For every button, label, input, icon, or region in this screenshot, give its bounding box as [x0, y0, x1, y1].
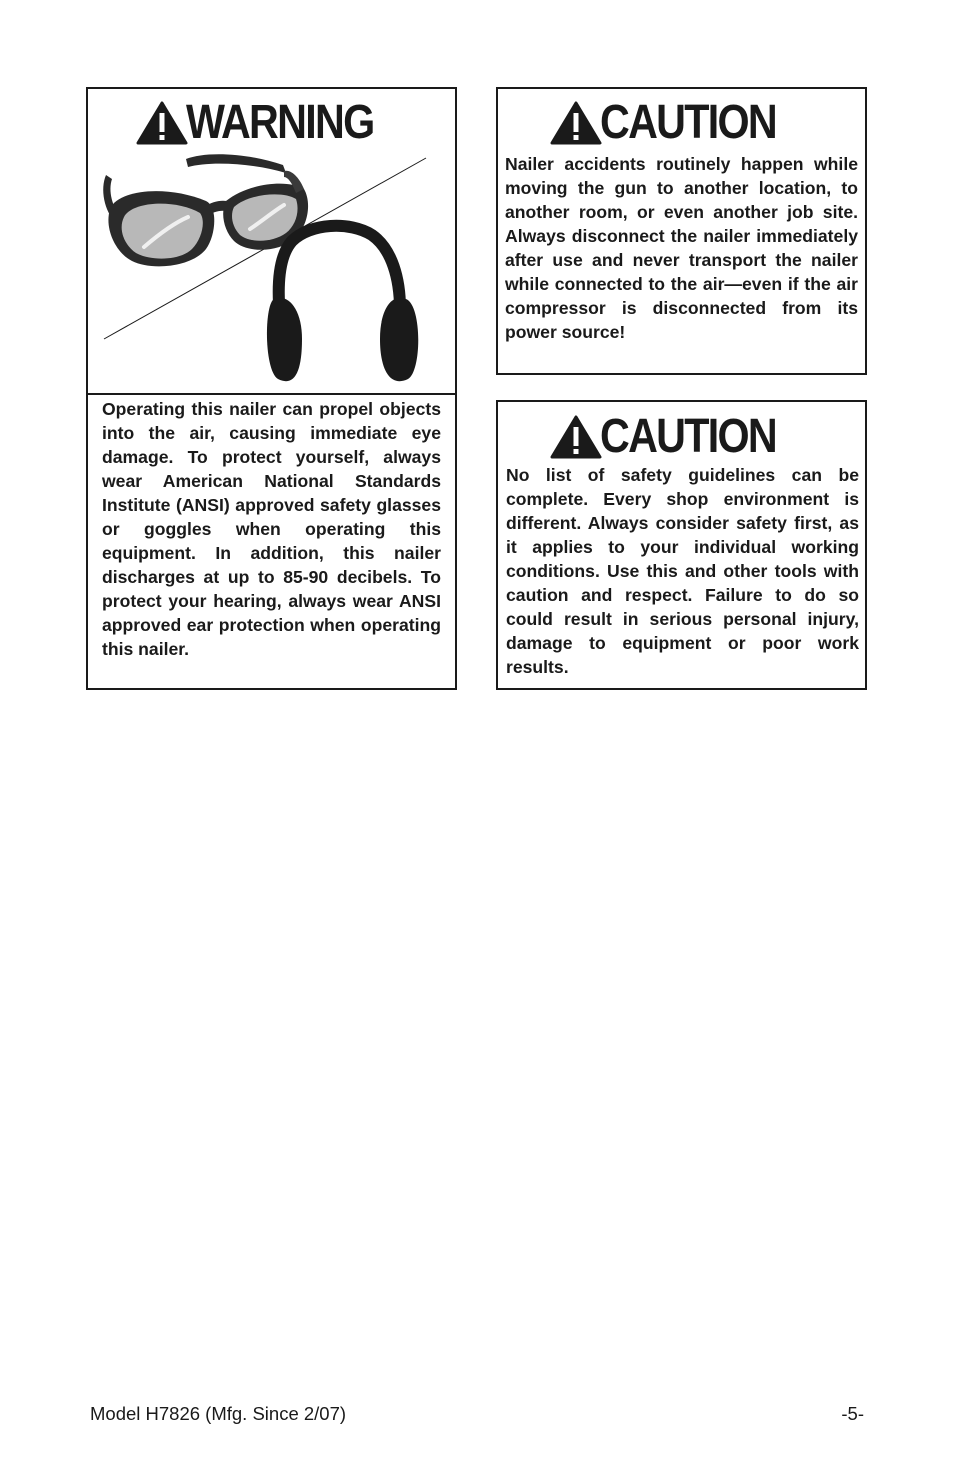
caution-heading-2-label: CAUTION — [600, 410, 777, 463]
warning-triangle-icon — [550, 101, 602, 145]
warning-triangle-icon — [550, 415, 602, 459]
caution-box-1 — [496, 87, 867, 375]
footer-model: Model H7826 (Mfg. Since 2/07) — [90, 1403, 347, 1424]
divider — [88, 393, 455, 395]
caution-heading-1-label: CAUTION — [600, 96, 777, 149]
warning-heading — [136, 96, 404, 149]
safety-glasses-icon — [103, 154, 308, 266]
caution-box-2 — [496, 400, 867, 690]
caution-heading-2 — [550, 410, 805, 463]
footer-page-number: -5- — [841, 1403, 864, 1424]
ear-protection-icon — [267, 226, 418, 381]
warning-heading-label: WARNING — [186, 96, 374, 149]
safety-illustration — [88, 149, 455, 389]
warning-box — [86, 87, 457, 690]
caution-text-2: No list of safety guidelines can be complete. Every shop environment is different. Always consider safety first, as it applies to your individual working conditions. Use this and other tools with caution and respect. Failure to do so could result in serious personal injury, damage to equipment or poor work results. — [506, 465, 859, 677]
caution-heading-1 — [550, 96, 805, 149]
caution-text-1: Nailer accidents routinely happen while moving the gun to another location, to another room, or even another job site. Always disconnect the nailer immediately after use and never transport the nailer while connected to the air—even if the air compressor is disconnected from its power source! — [505, 154, 858, 342]
warning-text: Operating this nailer can propel objects into the air, causing immediate eye damage. To protect yourself, always wear American National Standards Institute (ANSI) approved safety glasses or goggles when operating this equipment. In addition, this nailer discharges at up to 85-90 decibels. To protect your hearing, always wear ANSI approved ear protection when operating this nailer. — [102, 399, 441, 659]
warning-triangle-icon — [136, 101, 188, 145]
